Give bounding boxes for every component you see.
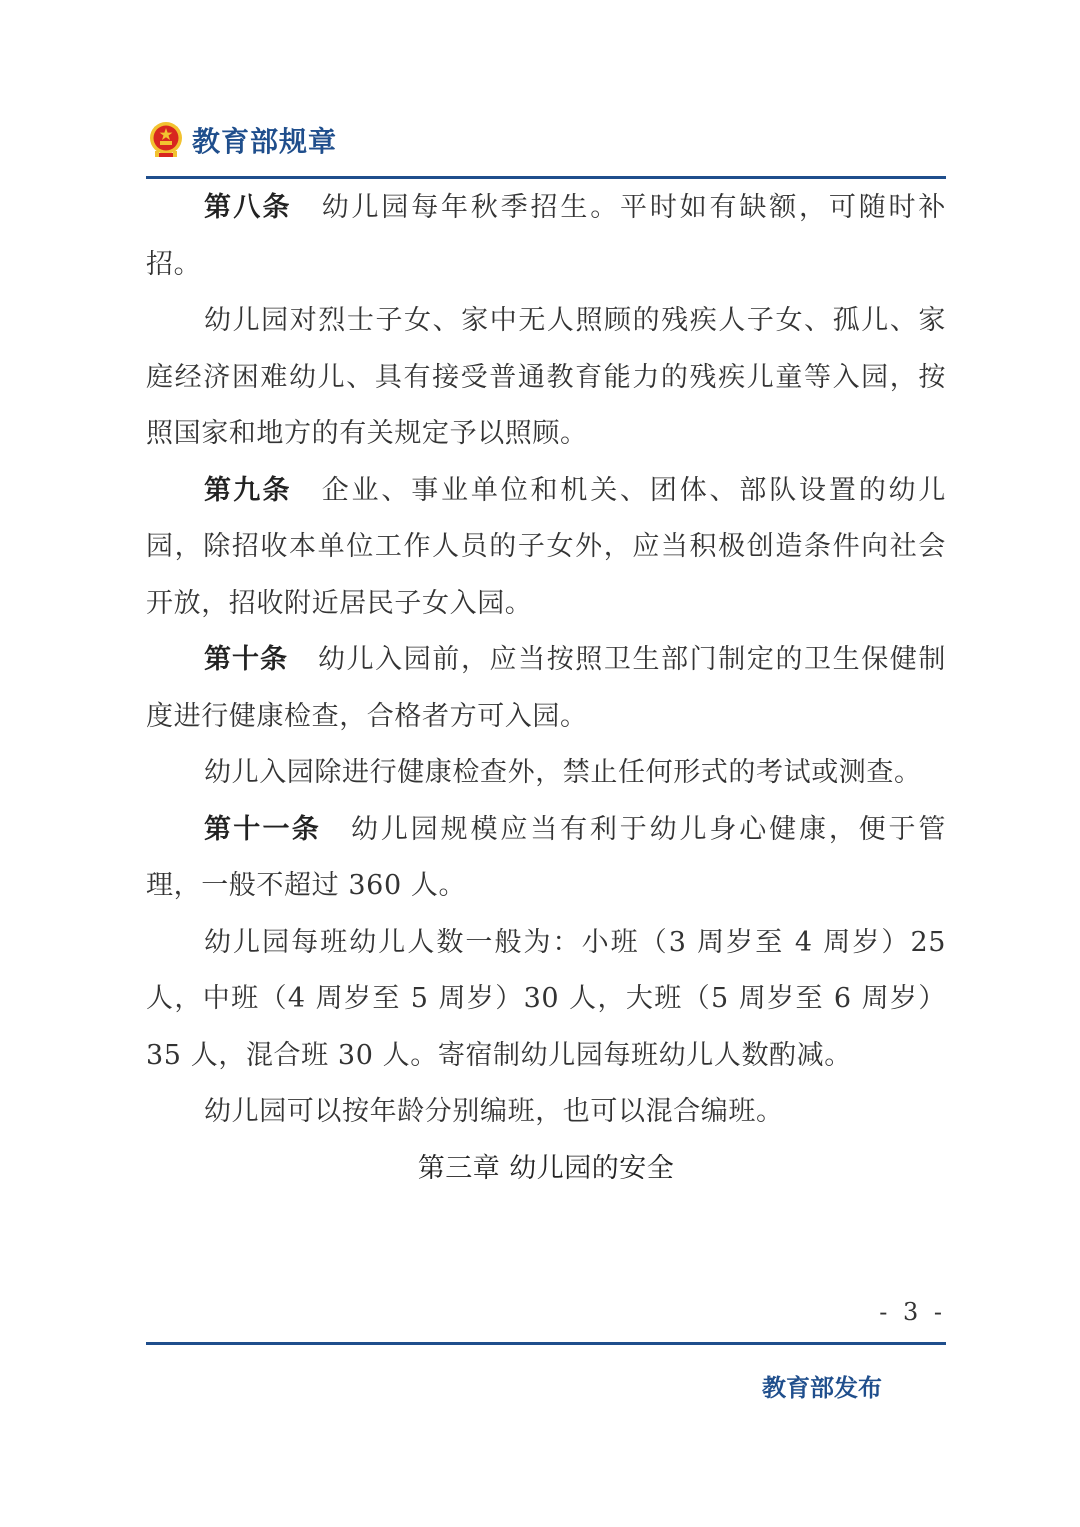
document-header [148, 118, 337, 162]
article-paragraph [146, 915, 946, 1085]
article-paragraph [146, 293, 946, 463]
article-text: 幼儿园可以按年龄分别编班，也可以混合编班。 [204, 1096, 784, 1127]
article-text: 幼儿园每年秋季招生。平时如有缺额，可随时补招。 [146, 192, 946, 280]
article-paragraph [146, 632, 946, 745]
article-text: 幼儿园每班幼儿人数一般为：小班（3 周岁至 4 周岁）25 人，中班（4 周岁至 5 周岁）30 人，大班（5 周岁至 6 周岁）35 人，混合班 30 人。寄宿制幼儿园每班幼儿人数酌减。 [146, 926, 946, 1071]
article-text: 幼儿园对烈士子女、家中无人照顾的残疾人子女、孤儿、家庭经济困难幼儿、具有接受普通教育能力的残疾儿童等入园，按照国家和地方的有关规定予以照顾。 [146, 305, 946, 449]
article-paragraph [146, 180, 946, 293]
article-label: 第十一条 [204, 813, 322, 845]
article-paragraph [146, 802, 946, 915]
article-text: 企业、事业单位和机关、团体、部队设置的幼儿园，除招收本单位工作人员的子女外，应当积极创造条件向社会开放，招收附近居民子女入园。 [146, 474, 946, 619]
article-text: 幼儿入园除进行健康检查外，禁止任何形式的考试或测查。 [204, 757, 922, 788]
page-number: - 3 - [879, 1298, 946, 1326]
footer-divider [146, 1342, 946, 1345]
header-divider [146, 176, 946, 179]
article-label: 第八条 [204, 192, 292, 223]
article-paragraph [146, 463, 946, 633]
publisher-footer: 教育部发布 [762, 1373, 882, 1402]
article-label: 第九条 [204, 474, 292, 506]
chapter-title: 第三章 幼儿园的安全 [417, 1153, 675, 1184]
article-label: 第十条 [204, 644, 288, 675]
article-paragraph [146, 1084, 946, 1141]
article-text: 幼儿入园前，应当按照卫生部门制定的卫生保健制度进行健康检查，合格者方可入园。 [146, 644, 947, 732]
article-text: 幼儿园规模应当有利于幼儿身心健康，便于管理，一般不超过 360 人。 [146, 813, 947, 901]
article-paragraph [146, 745, 946, 802]
document-body [146, 180, 946, 1141]
national-emblem-icon [148, 120, 184, 160]
header-title: 教育部规章 [192, 125, 338, 158]
